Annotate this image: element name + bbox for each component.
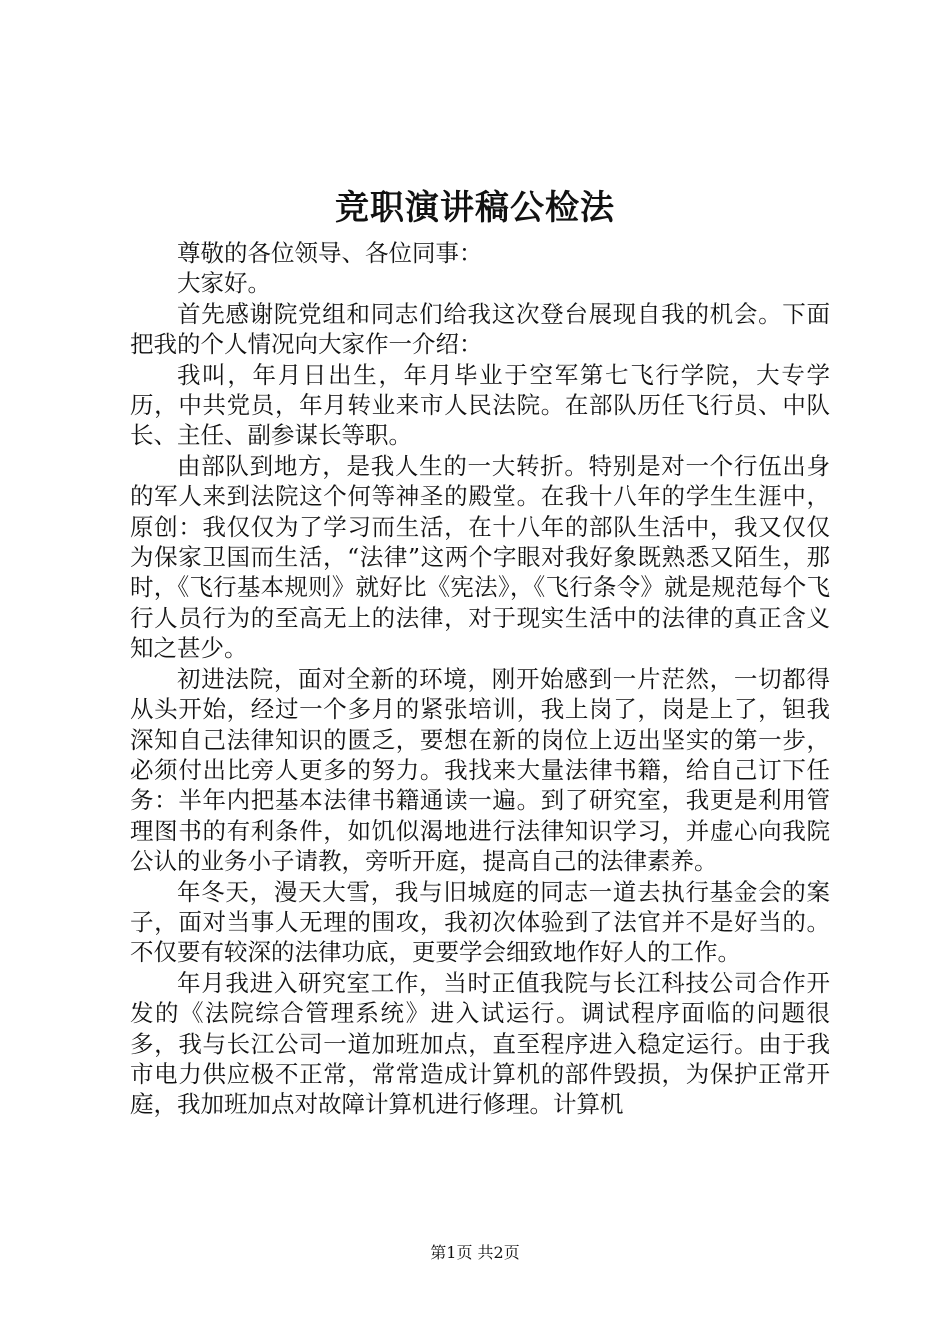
paragraph-transition: 由部队到地方，是我人生的一大转折。特别是对一个行伍出身的军人来到法院这个何等神圣的殿堂。在我十八年的学生生涯中，原创：我仅仅为了学习而生活，在十八年的部队生活中，我又仅仅为保家卫国而生活，“法律”这两个字眼对我好象既熟悉又陌生，那时，《飞行基本规则》就好比《宪法》，《飞行条令》就是规范每个飞行人员行为的至高无上的法律，对于现实生活中的法律的真正含义知之甚少。: [130, 451, 830, 663]
paragraph-research-office: 年月我进入研究室工作，当时正值我院与长江科技公司合作开发的《法院综合管理系统》进入试运行。调试程序面临的问题很多，我与长江公司一道加班加点，直至程序进入稳定运行。由于我市电力供应极不正常，常常造成计算机的部件毁损，为保护正常开庭，我加班加点对故障计算机进行修理。计算机: [130, 968, 830, 1119]
document-body: [130, 238, 830, 1120]
paragraph-intro: 首先感谢院党组和同志们给我这次登台展现自我的机会。下面把我的个人情况向大家作一介绍：: [130, 299, 830, 359]
paragraph-salutation: 尊敬的各位领导、各位同事：: [177, 239, 483, 267]
paragraph-greeting: 大家好。: [177, 269, 271, 298]
paragraph-winter-case: 年冬天，漫天大雪，我与旧城庭的同志一道去执行基金会的案子，面对当事人无理的围攻，我初次体验到了法官并不是好当的。不仅要有较深的法律功底，更要学会细致地作好人的工作。: [130, 877, 830, 967]
page-footer: 第1页 共2页: [430, 1243, 520, 1262]
paragraph-background: 我叫，年月日出生，年月毕业于空军第七飞行学院，大专学历，中共党员，年月转业来市人民法院。在部队历任飞行员、中队长、主任、副参谋长等职。: [130, 360, 830, 450]
document-title: 竞职演讲稿公检法: [335, 188, 615, 228]
paragraph-learning: 初进法院，面对全新的环境，刚开始感到一片茫然，一切都得从头开始，经过一个多月的紧张培训，我上岗了，岗是上了，钽我深知自己法律知识的匮乏，要想在新的岗位上迈出坚实的第一步，必须付出比旁人更多的努力。我找来大量法律书籍，给自己订下任务：半年内把基本法律书籍通读一遍。到了研究室，我更是利用管理图书的有利条件，如饥似渴地进行法律知识学习，并虚心向我院公认的业务小子请教，旁听开庭，提高自己的法律素养。: [130, 664, 830, 876]
